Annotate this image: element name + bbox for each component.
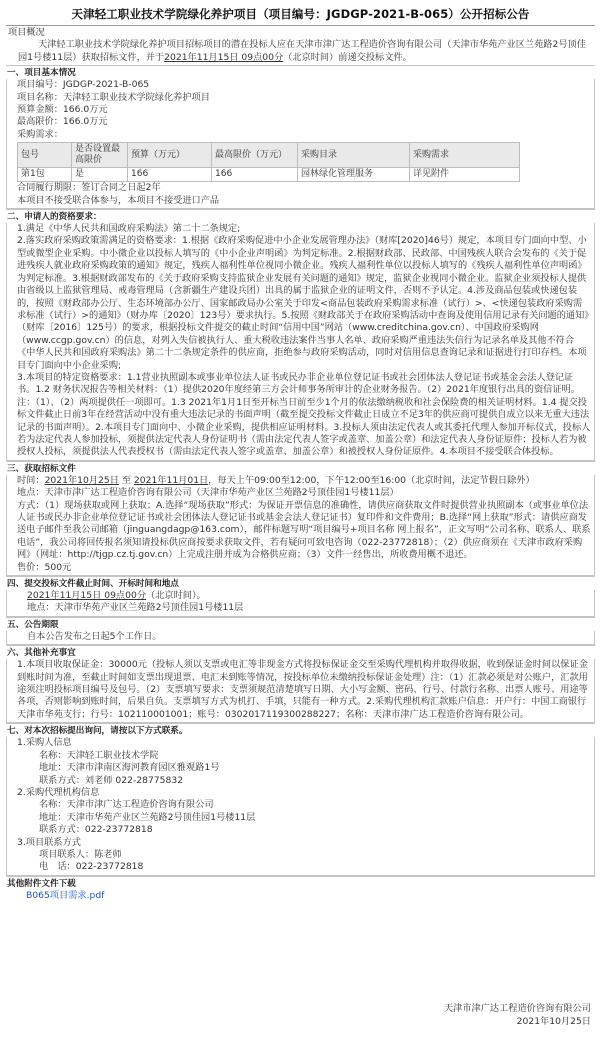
doc-time xyxy=(17,475,591,487)
bid-deadline-time: 2021年11月15日 09点00分 xyxy=(27,590,147,602)
attachment-link[interactable]: B065项目需求.pdf xyxy=(26,889,105,901)
signature-block xyxy=(444,1002,591,1028)
section-3-heading: 三、获取招标文件 xyxy=(6,461,595,475)
lots-table xyxy=(17,142,520,182)
project-contact-person: 项目联系人：陈老师 xyxy=(39,848,122,860)
agent-heading: 2.采购代理机构信息 xyxy=(17,786,100,798)
table-header-cell: 最高限价（万元） xyxy=(212,143,298,168)
qualification-3: 3.本项目的特定资格要求：1.1营业执照副本或事业单位法人证书或民办非企业单位登记证书或社会团体法人登记证书或基金会法人登记证书。1.2 财务状况报告等相关材料：（1）提供2020年度经第三方会计师事务所审计的企业财务报告。（2）2021年度银行出具的资信证明。注：（1）、（2）两项提供任一项即可。1.3 2021年1月1日至开标当日前至少1个月的依法缴纳税收和社会保险费的相关证明材料。1.4 提交投标文件截止日前3年在经营活动中没有重大违法记录的书面声明（截至提交投标文件截止日成立不足3年的供应商可提供自成立以来无重大违法记录的书面声明）。2.本项目专门面向中、小微企业采购，提供相应证明材料。3.投标人须由法定代表人或其委托代理人参加开标仪式，投标人若为法定代表人参加投标，须提供法定代表人身份证明书（需由法定代表人签字或盖章、加盖公章）和法定代表人身份证原件；投标人若为被授权人投标，须提供法人代表授权书（需由法定代表人签字或盖章、加盖公章）和被授权人身份证原件。4.本项目不接受联合体投标。 xyxy=(17,371,591,458)
doc-time-start: 2021年10月25日 xyxy=(44,474,119,486)
doc-time-end: 2021年11月01日 xyxy=(133,474,209,486)
overview-box xyxy=(6,25,595,65)
doc-time-mid: 至 xyxy=(118,474,134,486)
table-header-cell: 采购目录 xyxy=(298,143,410,168)
table-header-cell: 采购需求 xyxy=(410,143,520,168)
qualification-2: 2.落实政府采购政策需满足的资格要求：1.根据《政府采购促进中小企业发展管理办法》（财库[2020]46号）规定，本项目专门面向中型、小型或微型企业采购。中小微企业以投标人填写的《中小企业声明函》为判定标准。2.根据财政部、民政部、中国残疾人联合会发布的《关于促进残疾人就业政府采购政策的通知》规定，残疾人福利性单位视同小微企业。残疾人福利性单位以投标人填写的《残疾人福利性单位声明函》为判定标准。3.根据财政部发布的《关于政府采购支持监狱企业发展有关问题的通知》规定，监狱企业视同小微企业。监狱企业须投标人提供由省级以上监狱管理局、戒毒管理局（含新疆生产建设兵团）出具的属于监狱企业的证明文件，否则不予认定。4.涉及商品包装或快递包装的，按照《财政部办公厅、生态环境部办公厅、国家邮政局办公室关于印发<商品包装政府采购需求标准（试行）>、<快递包装政府采购需求标准（试行）>的通知》（财办库〔2020〕123号）要求执行。5.按照《财政部关于在政府采购活动中查询及使用信用记录有关问题的通知》（财库〔2016〕125号）的要求，根据投标文件提交的截止时间“信用中国”网站（www.creditchina.gov.cn）、中国政府采购网（www.ccgp.gov.cn）的信息，对列入失信被执行人、重大税收违法案件当事人名单、政府采购严重违法失信行为记录名单及其他不符合《中华人民共和国政府采购法》第二十二条规定条件的供应商，拒绝参与政府采购活动，同时对信用信息查询记录和证据进行打印存档。本项目专门面向中小企业采购; xyxy=(17,235,589,371)
table-cell: 第1包 xyxy=(18,168,72,182)
table-cell: 详见附件 xyxy=(410,168,520,182)
table-cell: 166 xyxy=(212,168,298,182)
agent-name: 名称：天津市津广达工程造价咨询有限公司 xyxy=(39,799,214,811)
signature-date: 2021年10月25日 xyxy=(516,1016,591,1027)
doc-price: 售价：500元 xyxy=(17,561,72,573)
section-6-heading: 六、其他补充事宜 xyxy=(6,645,595,659)
table-header-cell: 预算（万元） xyxy=(128,143,212,168)
section-2-body xyxy=(6,223,595,461)
section-1-body xyxy=(6,79,595,209)
doc-time-label: 时间： xyxy=(17,474,45,486)
demand-label: 采购需求： xyxy=(17,128,63,140)
attachments-body xyxy=(6,890,595,902)
budget-amount: 预算金额：166.0万元 xyxy=(17,104,108,116)
table-header-cell: 是否设置最高限价 xyxy=(72,143,128,168)
section-7-body xyxy=(6,737,595,875)
no-consortium: 本项目不接受联合体参与，本项目不接受进口产品 xyxy=(17,194,220,206)
page-title: 天津轻工职业技术学院绿化养护项目（项目编号：JGDGP-2021-B-065）公开招标公告 xyxy=(71,7,530,21)
overview-text-b: （北京时间）前递交投标文件。 xyxy=(283,51,412,63)
table-cell: 园林绿化管理服务 xyxy=(298,168,410,182)
section-4-heading: 四、提交投标文件截止时间、开标时间和地点 xyxy=(6,576,595,590)
agent-contact: 联系方式：022-23772818 xyxy=(39,824,153,836)
supplementary-text: 1.本项目收取保证金：30000元（投标人须以支票或电汇等非现金方式将投标保证金交至采购代理机构并取得收据，收到保证金时间以保证金到账时间为准，至截止时间如支票出现退票、电汇未到账等情况，按投标单位未缴纳投标保证金处理）注：（1）汇款必须是对公账户，汇款用途须注明投标项目编号及包号。（2）支票填写要求：支票须规范清楚填写日期、大小写金额、密码、行号、付款行名称、出票人账号、用途等各项，否则影响到账时间，后果自负。支票填写方式为机打、手填，只能有一种方式。2.采购代理机构汇款账户信息：开户行：中国工商银行天津市华苑支行；行号：102110001001；账号：0302017119300288227；名称：天津市津广达工程造价咨询有限公司。 xyxy=(17,659,588,720)
table-cell: 166 xyxy=(128,168,212,182)
buyer-name: 名称：天津轻工职业技术学院 xyxy=(39,749,159,761)
table-cell: 是 xyxy=(72,168,128,182)
qualification-1: 1.满足《中华人民共和国政府采购法》第二十二条规定; xyxy=(17,223,241,235)
doc-time-rest: ，每天上午09:00至12:00，下午12:00至16:00（北京时间，法定节假日除外） xyxy=(208,474,535,486)
overview-label: 项目概况 xyxy=(8,27,45,38)
section-3-body xyxy=(6,475,595,576)
section-4-body xyxy=(6,590,595,617)
overview-text-a: 天津轻工职业技术学院绿化养护项目招标项目的潜在投标人应在天津市津广达工程造价咨询有限公司（天津市华苑产业区兰苑路2号顶佳园1号楼11层）获取招标文件，并于 xyxy=(18,39,586,63)
project-name: 项目名称：天津轻工职业技术学院绿化养护项目 xyxy=(17,91,210,103)
project-contact-heading: 3.项目联系方式 xyxy=(17,836,81,848)
section-6-body xyxy=(6,659,595,723)
section-5-body xyxy=(6,631,595,645)
project-contact-phone: 电 话：022-23772818 xyxy=(39,861,144,873)
max-price: 最高限价：166.0万元 xyxy=(17,116,108,128)
buyer-address: 地址：天津市津南区海河教育园区雅观路1号 xyxy=(39,762,220,774)
bid-place: 地点：天津市华苑产业区兰苑路2号顶佳园1号楼11层 xyxy=(27,602,244,614)
overview-deadline: 2021年11月15日 09点00分 xyxy=(164,51,284,63)
doc-method: 方式：（1）现场获取或网上获取；A.选择“现场获取”形式：为保证开票信息的准确性，请供应商获取文件时提供营业执照副本（或事业单位法人证书或民办非企业单位登记证书或社会团体法人登记证书或基金会法人登记证书）复印件和文件费用；B.选择“网上获取”形式：请供应商发送电子邮件至我公司邮箱（jinguangdagp@163.com），邮件标题写明“项目编号+项目名称 网上报名”，正文写明“公司名称、联系人、联系电话”，我公司将回传报名须知请投标供应商按要求获取文件，若有疑问可致电咨询（022-23772818）；（2）供应商须在《天津市政府采购网》（网址：http://tjgp.cz.tj.gov.cn）上完成注册并成为合格供应商；（3）文件一经售出，所收费用概不退还。 xyxy=(17,499,591,561)
signature-company: 天津市津广达工程造价咨询有限公司 xyxy=(444,1003,591,1014)
section-5-heading: 五、公告期限 xyxy=(6,617,595,631)
overview-text xyxy=(6,39,595,65)
buyer-contact: 联系方式：刘老师 022-28775832 xyxy=(39,774,184,786)
doc-place: 地点：天津市津广达工程造价咨询有限公司（天津市华苑产业区兰苑路2号顶佳园1号楼11层） xyxy=(17,487,399,499)
attachments-heading: 其他附件文件下载 xyxy=(6,876,595,890)
buyer-heading: 1.采购人信息 xyxy=(17,737,72,749)
bid-deadline-suffix: （北京时间）。 xyxy=(146,590,206,602)
table-row xyxy=(18,168,520,182)
section-2-heading: 二、申请人的资格要求： xyxy=(6,209,595,223)
project-number: 项目编号：JGDGP-2021-B-065 xyxy=(17,79,150,91)
contract-period: 合同履行期限：签订合同之日起2年 xyxy=(17,182,161,194)
section-1-heading: 一、项目基本情况 xyxy=(6,65,595,79)
table-header-cell: 包号 xyxy=(18,143,72,168)
notice-period: 自本公告发布之日起5个工作日。 xyxy=(27,630,162,642)
agent-address: 地址：天津市华苑产业区兰苑路2号顶佳园1号楼11层 xyxy=(39,811,256,823)
table-header-row xyxy=(18,143,520,168)
bid-deadline xyxy=(27,590,591,602)
section-7-heading: 七、对本次招标提出询问，请按以下方式联系。 xyxy=(6,723,595,737)
